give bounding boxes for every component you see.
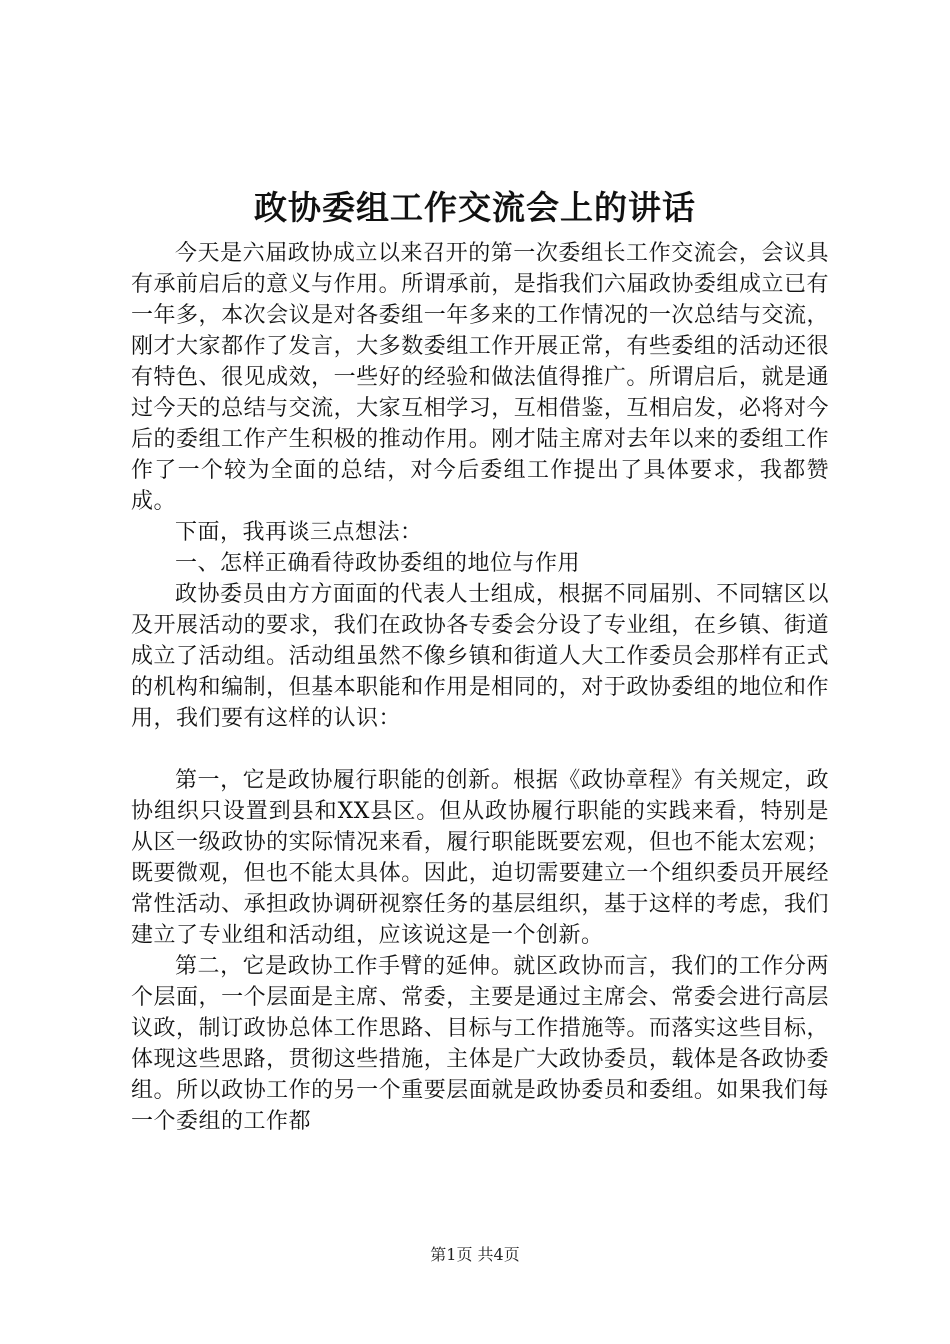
paragraph-transition: 下面，我再谈三点想法： — [175, 520, 423, 545]
page-number-footer: 第1页 共4页 — [430, 1245, 520, 1264]
paragraph-committee-composition: 政协委员由方方面面的代表人士组成，根据不同届别、不同辖区以及开展活动的要求，我们在政协各专委会分设了专业组，在乡镇、街道成立了活动组。活动组虽然不像乡镇和街道人大工作委员会那样有正式的机构和编制，但基本职能和作用是相同的，对于政协委组的地位和作用，我们要有这样的认识： — [131, 582, 829, 731]
paragraph-point-two: 第二，它是政协工作手臂的延伸。就区政协而言，我们的工作分两个层面，一个层面是主席、常委，主要是通过主席会、常委会进行高层议政，制订政协总体工作思路、目标与工作措施等。而落实这些目标，体现这些思路，贯彻这些措施，主体是广大政协委员，载体是各政协委组。所以政协工作的另一个重要层面就是政协委员和委组。如果我们每一个委组的工作都 — [131, 954, 829, 1134]
document-title: 政协委组工作交流会上的讲话 — [254, 188, 696, 227]
section-heading-1: 一、怎样正确看待政协委组的地位与作用 — [175, 551, 581, 576]
paragraph-point-one: 第一，它是政协履行职能的创新。根据《政协章程》有关规定，政协组织只设置到县和XX县区。但从政协履行职能的实践来看，特别是从区一级政协的实际情况来看，履行职能既要宏观，但也不能太宏观；既要微观，但也不能太具体。因此，迫切需要建立一个组织委员开展经常性活动、承担政协调研视察任务的基层组织，基于这样的考虑，我们建立了专业组和活动组，应该说这是一个创新。 — [131, 768, 829, 948]
paragraph-intro: 今天是六届政协成立以来召开的第一次委组长工作交流会，会议具有承前启后的意义与作用。所谓承前，是指我们六届政协委组成立已有一年多，本次会议是对各委组一年多来的工作情况的一次总结与交流，刚才大家都作了发言，大多数委组工作开展正常，有些委组的活动还很有特色、很见成效，一些好的经验和做法值得推广。所谓启后，就是通过今天的总结与交流，大家互相学习，互相借鉴，互相启发，必将对今后的委组工作产生积极的推动作用。刚才陆主席对去年以来的委组工作作了一个较为全面的总结，对今后委组工作提出了具体要求，我都赞成。 — [131, 241, 829, 514]
paragraph-spacer — [131, 734, 829, 765]
document-body — [131, 238, 829, 1137]
